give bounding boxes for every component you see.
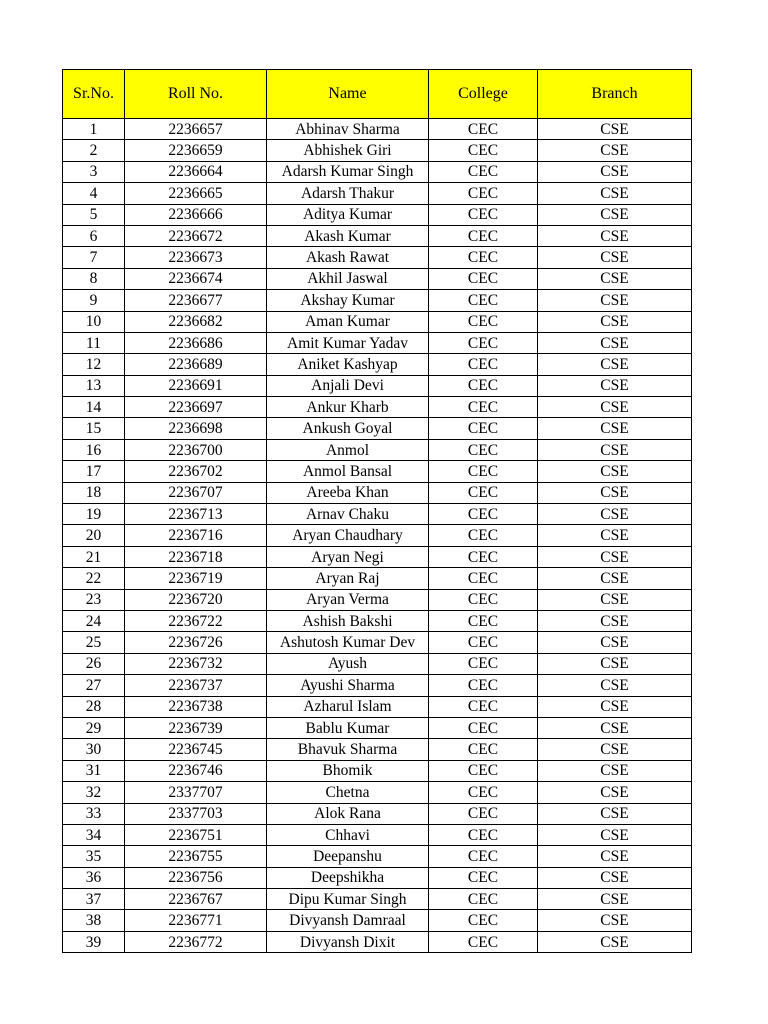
- cell-college: CEC: [429, 632, 538, 653]
- cell-branch: CSE: [538, 546, 692, 567]
- cell-sr-no: 21: [63, 546, 125, 567]
- cell-name: Akash Rawat: [267, 247, 429, 268]
- cell-name: Ayushi Sharma: [267, 675, 429, 696]
- table-row: [63, 439, 692, 460]
- table-row: [63, 247, 692, 268]
- cell-college: CEC: [429, 889, 538, 910]
- cell-name: Ankush Goyal: [267, 418, 429, 439]
- cell-college: CEC: [429, 867, 538, 888]
- cell-sr-no: 25: [63, 632, 125, 653]
- cell-branch: CSE: [538, 610, 692, 631]
- cell-branch: CSE: [538, 461, 692, 482]
- cell-name: Aryan Raj: [267, 568, 429, 589]
- cell-college: CEC: [429, 290, 538, 311]
- cell-branch: CSE: [538, 311, 692, 332]
- cell-roll-no: 2337707: [125, 782, 267, 803]
- cell-name: Deepanshu: [267, 846, 429, 867]
- cell-sr-no: 26: [63, 653, 125, 674]
- table-row: [63, 119, 692, 140]
- cell-roll-no: 2236691: [125, 375, 267, 396]
- cell-roll-no: 2236732: [125, 653, 267, 674]
- cell-sr-no: 32: [63, 782, 125, 803]
- cell-name: Ankur Kharb: [267, 397, 429, 418]
- cell-roll-no: 2236666: [125, 204, 267, 225]
- cell-name: Abhinav Sharma: [267, 119, 429, 140]
- cell-college: CEC: [429, 568, 538, 589]
- table-row: [63, 632, 692, 653]
- cell-college: CEC: [429, 247, 538, 268]
- cell-roll-no: 2236677: [125, 290, 267, 311]
- cell-college: CEC: [429, 439, 538, 460]
- table-row: [63, 803, 692, 824]
- cell-branch: CSE: [538, 290, 692, 311]
- cell-roll-no: 2236672: [125, 225, 267, 246]
- cell-branch: CSE: [538, 760, 692, 781]
- cell-name: Chhavi: [267, 824, 429, 845]
- cell-name: Bhavuk Sharma: [267, 739, 429, 760]
- cell-name: Aryan Verma: [267, 589, 429, 610]
- cell-branch: CSE: [538, 375, 692, 396]
- table-body: [63, 119, 692, 953]
- cell-college: CEC: [429, 653, 538, 674]
- cell-sr-no: 7: [63, 247, 125, 268]
- cell-branch: CSE: [538, 439, 692, 460]
- cell-sr-no: 24: [63, 610, 125, 631]
- cell-roll-no: 2236722: [125, 610, 267, 631]
- cell-roll-no: 2236700: [125, 439, 267, 460]
- cell-roll-no: 2236746: [125, 760, 267, 781]
- table-row: [63, 332, 692, 353]
- cell-college: CEC: [429, 332, 538, 353]
- cell-college: CEC: [429, 824, 538, 845]
- cell-branch: CSE: [538, 739, 692, 760]
- header-sr-no: Sr.No.: [63, 70, 125, 119]
- table-row: [63, 910, 692, 931]
- cell-roll-no: 2236707: [125, 482, 267, 503]
- cell-name: Akash Kumar: [267, 225, 429, 246]
- cell-name: Azharul Islam: [267, 696, 429, 717]
- table-row: [63, 161, 692, 182]
- cell-name: Akhil Jaswal: [267, 268, 429, 289]
- cell-branch: CSE: [538, 204, 692, 225]
- cell-branch: CSE: [538, 332, 692, 353]
- cell-college: CEC: [429, 161, 538, 182]
- cell-college: CEC: [429, 119, 538, 140]
- cell-sr-no: 19: [63, 504, 125, 525]
- cell-name: Anjali Devi: [267, 375, 429, 396]
- cell-branch: CSE: [538, 225, 692, 246]
- cell-roll-no: 2236739: [125, 717, 267, 738]
- cell-college: CEC: [429, 675, 538, 696]
- table-row: [63, 311, 692, 332]
- table-row: [63, 846, 692, 867]
- cell-roll-no: 2236698: [125, 418, 267, 439]
- cell-roll-no: 2236726: [125, 632, 267, 653]
- cell-college: CEC: [429, 696, 538, 717]
- table-row: [63, 739, 692, 760]
- cell-sr-no: 18: [63, 482, 125, 503]
- cell-college: CEC: [429, 354, 538, 375]
- cell-branch: CSE: [538, 675, 692, 696]
- cell-roll-no: 2236756: [125, 867, 267, 888]
- cell-name: Aniket Kashyap: [267, 354, 429, 375]
- cell-sr-no: 36: [63, 867, 125, 888]
- cell-name: Bablu Kumar: [267, 717, 429, 738]
- table-row: [63, 696, 692, 717]
- cell-college: CEC: [429, 739, 538, 760]
- cell-branch: CSE: [538, 782, 692, 803]
- cell-name: Amit Kumar Yadav: [267, 332, 429, 353]
- cell-sr-no: 8: [63, 268, 125, 289]
- cell-college: CEC: [429, 760, 538, 781]
- cell-sr-no: 27: [63, 675, 125, 696]
- header-row: [63, 70, 692, 119]
- cell-sr-no: 6: [63, 225, 125, 246]
- cell-name: Abhishek Giri: [267, 140, 429, 161]
- cell-sr-no: 38: [63, 910, 125, 931]
- cell-college: CEC: [429, 311, 538, 332]
- cell-sr-no: 31: [63, 760, 125, 781]
- cell-sr-no: 37: [63, 889, 125, 910]
- cell-roll-no: 2236751: [125, 824, 267, 845]
- cell-roll-no: 2236689: [125, 354, 267, 375]
- cell-sr-no: 29: [63, 717, 125, 738]
- cell-roll-no: 2236771: [125, 910, 267, 931]
- cell-roll-no: 2236665: [125, 183, 267, 204]
- cell-sr-no: 34: [63, 824, 125, 845]
- cell-roll-no: 2236686: [125, 332, 267, 353]
- table-row: [63, 354, 692, 375]
- header-college: College: [429, 70, 538, 119]
- table-row: [63, 525, 692, 546]
- cell-sr-no: 10: [63, 311, 125, 332]
- cell-college: CEC: [429, 546, 538, 567]
- cell-roll-no: 2236745: [125, 739, 267, 760]
- cell-sr-no: 3: [63, 161, 125, 182]
- cell-college: CEC: [429, 204, 538, 225]
- cell-roll-no: 2236664: [125, 161, 267, 182]
- table-row: [63, 610, 692, 631]
- cell-sr-no: 33: [63, 803, 125, 824]
- table-row: [63, 867, 692, 888]
- cell-college: CEC: [429, 183, 538, 204]
- table-row: [63, 225, 692, 246]
- cell-college: CEC: [429, 418, 538, 439]
- cell-college: CEC: [429, 717, 538, 738]
- table-row: [63, 418, 692, 439]
- cell-roll-no: 2236659: [125, 140, 267, 161]
- cell-college: CEC: [429, 140, 538, 161]
- cell-branch: CSE: [538, 889, 692, 910]
- cell-name: Anmol Bansal: [267, 461, 429, 482]
- cell-branch: CSE: [538, 867, 692, 888]
- table-row: [63, 717, 692, 738]
- table-row: [63, 675, 692, 696]
- cell-branch: CSE: [538, 824, 692, 845]
- cell-college: CEC: [429, 782, 538, 803]
- cell-sr-no: 12: [63, 354, 125, 375]
- cell-roll-no: 2236674: [125, 268, 267, 289]
- cell-roll-no: 2236657: [125, 119, 267, 140]
- cell-branch: CSE: [538, 589, 692, 610]
- cell-sr-no: 14: [63, 397, 125, 418]
- cell-branch: CSE: [538, 632, 692, 653]
- cell-college: CEC: [429, 375, 538, 396]
- cell-name: Ayush: [267, 653, 429, 674]
- table-row: [63, 546, 692, 567]
- cell-college: CEC: [429, 504, 538, 525]
- cell-name: Aryan Negi: [267, 546, 429, 567]
- cell-branch: CSE: [538, 931, 692, 952]
- cell-roll-no: 2236716: [125, 525, 267, 546]
- table-row: [63, 589, 692, 610]
- header-name: Name: [267, 70, 429, 119]
- table-row: [63, 290, 692, 311]
- cell-branch: CSE: [538, 247, 692, 268]
- cell-branch: CSE: [538, 568, 692, 589]
- cell-college: CEC: [429, 461, 538, 482]
- table-row: [63, 889, 692, 910]
- cell-name: Aryan Chaudhary: [267, 525, 429, 546]
- cell-name: Adarsh Thakur: [267, 183, 429, 204]
- table-row: [63, 760, 692, 781]
- table-row: [63, 204, 692, 225]
- cell-name: Chetna: [267, 782, 429, 803]
- cell-roll-no: 2236772: [125, 931, 267, 952]
- cell-branch: CSE: [538, 268, 692, 289]
- cell-branch: CSE: [538, 397, 692, 418]
- cell-sr-no: 28: [63, 696, 125, 717]
- cell-name: Areeba Khan: [267, 482, 429, 503]
- cell-roll-no: 2236738: [125, 696, 267, 717]
- cell-roll-no: 2236713: [125, 504, 267, 525]
- cell-name: Aditya Kumar: [267, 204, 429, 225]
- cell-college: CEC: [429, 931, 538, 952]
- cell-roll-no: 2236737: [125, 675, 267, 696]
- cell-branch: CSE: [538, 803, 692, 824]
- cell-college: CEC: [429, 910, 538, 931]
- cell-branch: CSE: [538, 140, 692, 161]
- cell-sr-no: 2: [63, 140, 125, 161]
- cell-sr-no: 22: [63, 568, 125, 589]
- cell-sr-no: 9: [63, 290, 125, 311]
- table-row: [63, 482, 692, 503]
- cell-branch: CSE: [538, 504, 692, 525]
- table-row: [63, 268, 692, 289]
- table-row: [63, 375, 692, 396]
- cell-sr-no: 16: [63, 439, 125, 460]
- cell-branch: CSE: [538, 696, 692, 717]
- cell-branch: CSE: [538, 119, 692, 140]
- cell-roll-no: 2236673: [125, 247, 267, 268]
- cell-name: Arnav Chaku: [267, 504, 429, 525]
- cell-name: Divyansh Dixit: [267, 931, 429, 952]
- cell-roll-no: 2236697: [125, 397, 267, 418]
- cell-college: CEC: [429, 803, 538, 824]
- cell-college: CEC: [429, 268, 538, 289]
- cell-sr-no: 11: [63, 332, 125, 353]
- table-row: [63, 140, 692, 161]
- cell-name: Anmol: [267, 439, 429, 460]
- cell-college: CEC: [429, 225, 538, 246]
- cell-name: Adarsh Kumar Singh: [267, 161, 429, 182]
- cell-roll-no: 2236719: [125, 568, 267, 589]
- table-row: [63, 183, 692, 204]
- cell-college: CEC: [429, 482, 538, 503]
- cell-sr-no: 39: [63, 931, 125, 952]
- table-row: [63, 931, 692, 952]
- cell-roll-no: 2236720: [125, 589, 267, 610]
- cell-branch: CSE: [538, 653, 692, 674]
- cell-sr-no: 17: [63, 461, 125, 482]
- cell-roll-no: 2236767: [125, 889, 267, 910]
- cell-college: CEC: [429, 589, 538, 610]
- cell-name: Divyansh Damraal: [267, 910, 429, 931]
- cell-name: Akshay Kumar: [267, 290, 429, 311]
- cell-sr-no: 13: [63, 375, 125, 396]
- cell-sr-no: 4: [63, 183, 125, 204]
- cell-branch: CSE: [538, 717, 692, 738]
- header-branch: Branch: [538, 70, 692, 119]
- cell-roll-no: 2236702: [125, 461, 267, 482]
- cell-sr-no: 23: [63, 589, 125, 610]
- cell-sr-no: 35: [63, 846, 125, 867]
- cell-college: CEC: [429, 397, 538, 418]
- cell-college: CEC: [429, 610, 538, 631]
- cell-sr-no: 1: [63, 119, 125, 140]
- table-row: [63, 504, 692, 525]
- cell-name: Deepshikha: [267, 867, 429, 888]
- cell-branch: CSE: [538, 910, 692, 931]
- cell-sr-no: 5: [63, 204, 125, 225]
- table-row: [63, 397, 692, 418]
- table-row: [63, 653, 692, 674]
- student-roster-table: [62, 69, 692, 953]
- table-header: [63, 70, 692, 119]
- cell-name: Aman Kumar: [267, 311, 429, 332]
- cell-college: CEC: [429, 525, 538, 546]
- cell-branch: CSE: [538, 161, 692, 182]
- table-row: [63, 461, 692, 482]
- cell-name: Ashish Bakshi: [267, 610, 429, 631]
- cell-name: Ashutosh Kumar Dev: [267, 632, 429, 653]
- cell-sr-no: 15: [63, 418, 125, 439]
- table-row: [63, 568, 692, 589]
- header-roll-no: Roll No.: [125, 70, 267, 119]
- table-row: [63, 824, 692, 845]
- cell-roll-no: 2236718: [125, 546, 267, 567]
- cell-name: Dipu Kumar Singh: [267, 889, 429, 910]
- cell-college: CEC: [429, 846, 538, 867]
- cell-name: Alok Rana: [267, 803, 429, 824]
- cell-branch: CSE: [538, 183, 692, 204]
- cell-branch: CSE: [538, 418, 692, 439]
- table-row: [63, 782, 692, 803]
- cell-roll-no: 2236755: [125, 846, 267, 867]
- cell-branch: CSE: [538, 846, 692, 867]
- cell-roll-no: 2337703: [125, 803, 267, 824]
- cell-branch: CSE: [538, 354, 692, 375]
- cell-roll-no: 2236682: [125, 311, 267, 332]
- cell-branch: CSE: [538, 525, 692, 546]
- cell-branch: CSE: [538, 482, 692, 503]
- cell-sr-no: 20: [63, 525, 125, 546]
- cell-sr-no: 30: [63, 739, 125, 760]
- cell-name: Bhomik: [267, 760, 429, 781]
